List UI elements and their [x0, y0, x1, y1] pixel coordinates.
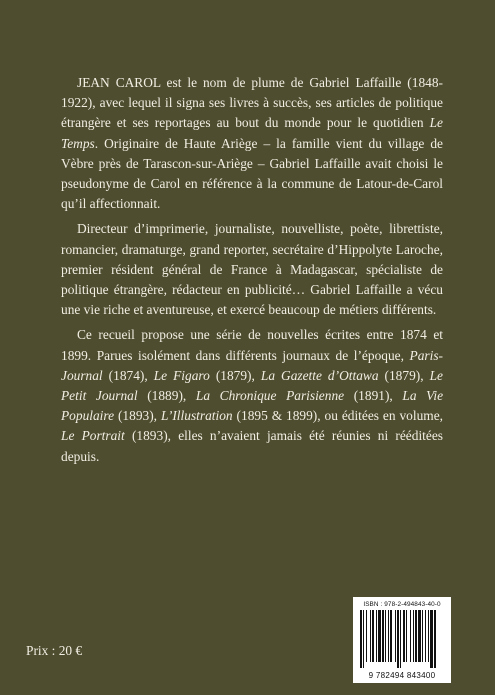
italic-title: Le Petit Journal: [61, 367, 443, 404]
barcode-bar: [382, 610, 384, 662]
italic-title: L’Illustration: [160, 408, 233, 424]
barcode-digits: 9 782494 843400: [368, 671, 436, 680]
italic-title: La Chronique Parisienne: [195, 388, 345, 404]
barcode-bar: [430, 610, 433, 668]
barcode-bar: [370, 610, 371, 662]
barcode-bar: [385, 610, 386, 662]
barcode-bar: [390, 610, 392, 662]
barcode-bar: [372, 610, 374, 662]
text-run: (1874),: [102, 367, 154, 383]
barcode-bar: [403, 610, 405, 662]
back-cover-text: [61, 73, 443, 472]
text-run: Ce recueil propose une série de nouvelles écrites entre 1874 et 1899. Parues isolément dans différents journaux de l’époque,: [61, 327, 443, 363]
barcode-bar: [376, 610, 377, 662]
barcode-bar: [418, 610, 421, 662]
barcode-bar: [410, 610, 411, 662]
italic-title: Le Portrait: [61, 428, 125, 444]
barcode-bar: [395, 610, 396, 662]
text-run: (1893),: [114, 408, 161, 424]
barcode-bar: [434, 610, 436, 668]
isbn-barcode: [353, 597, 451, 683]
paragraph-1: [61, 73, 443, 214]
italic-title: Paris-Journal: [61, 347, 443, 383]
paragraph-3: [61, 325, 443, 466]
barcode-bar: [428, 610, 429, 662]
paragraph-2: [61, 219, 443, 320]
barcode-bar: [388, 610, 389, 662]
italic-title: Le Figaro: [153, 367, 210, 383]
barcode-bar: [422, 610, 423, 662]
text-run: (1891),: [344, 388, 403, 404]
barcode-bar: [400, 610, 401, 668]
text-run: (1879),: [209, 367, 261, 383]
text-run: (1895 & 1899), ou éditées en volume,: [232, 408, 443, 424]
barcode-bar: [363, 610, 364, 668]
italic-title: La Vie Populaire: [61, 388, 444, 424]
text-run: (1879),: [378, 367, 430, 383]
barcode-bar: [406, 610, 407, 662]
barcode-bar: [378, 610, 381, 662]
barcode-bars: [360, 610, 448, 668]
barcode-bar: [366, 610, 367, 662]
text-run: (1889),: [137, 388, 196, 404]
italic-title: Le Temps: [61, 115, 443, 151]
barcode-bar: [415, 610, 417, 662]
text-run: . Originaire de Haute Ariège – la famille vient du village de Vèbre près de Tarascon-sur-Ariège – Gabriel Laffaille avait choisi le pseudonyme de Carol en référence à la commune de Latour-de-Carol qu’il affectionnait.: [61, 135, 443, 212]
text-run: (1893), elles n’avaient jamais été réunies ni rééditées depuis.: [61, 428, 443, 464]
text-run: JEAN CAROL est le nom de plume de Gabriel Laffaille (1848-1922), avec lequel il signa ses livres à succès, ses articles de politique étrangère et ses reportages au bout du monde pour le quotidien: [61, 75, 443, 131]
text-run: Directeur d’imprimerie, journaliste, nouvelliste, poète, librettiste, romancier, dramaturge, grand reporter, secrétaire d’Hippolyte Laroche, premier résident général de France à Madagascar, spécialiste de politique étrangère, rédacteur en publicité… Gabriel Laffaille a vécu une vie riche et aventureuse, et exercé beaucoup de métiers différents.: [61, 221, 443, 318]
barcode-bar: [360, 610, 362, 668]
barcode-bar: [425, 610, 426, 662]
barcode-bar: [413, 610, 414, 662]
italic-title: La Gazette d’Ottawa: [260, 367, 379, 383]
price-label: Prix : 20 €: [26, 643, 83, 658]
barcode-bar: [397, 610, 399, 668]
isbn-label: ISBN : 978-2-494843-40-0: [363, 601, 441, 608]
